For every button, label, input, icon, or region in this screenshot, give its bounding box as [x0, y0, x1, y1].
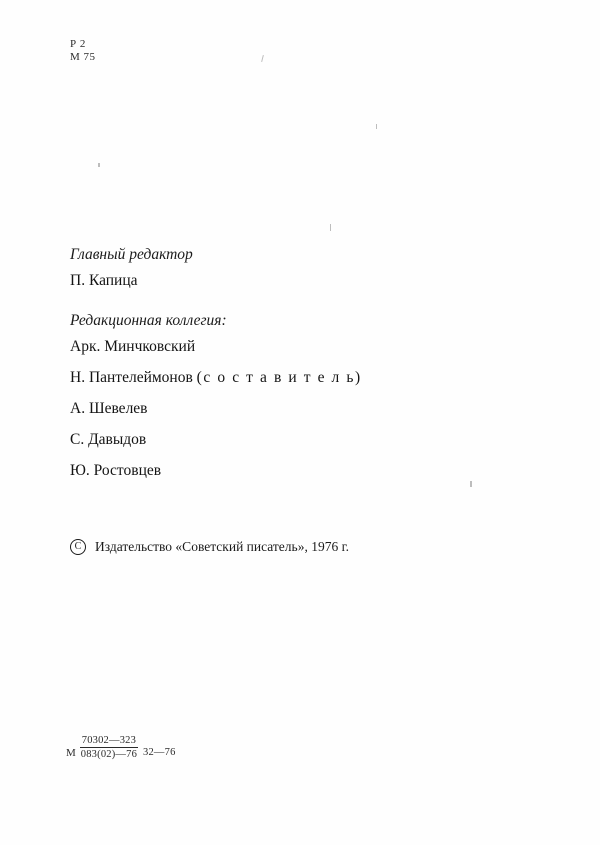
- board-member: [70, 337, 500, 357]
- catalogue-code-line-2: М 75: [70, 51, 96, 63]
- scan-speck: [261, 55, 264, 62]
- board-member: [70, 461, 500, 481]
- scan-speck: [376, 124, 377, 129]
- chief-editor-name: П. Капица: [70, 272, 138, 289]
- copyright-icon: C: [70, 539, 86, 555]
- printing-code-letter: М: [66, 747, 76, 759]
- printing-code-denominator: 083(02)—76: [80, 749, 138, 760]
- printing-code: [66, 735, 176, 760]
- board-member: [70, 430, 500, 450]
- editorial-block: [70, 245, 500, 492]
- copyright-text: Издательство «Советский писатель», 1976 г.: [95, 539, 349, 554]
- copyright-line: [70, 538, 349, 556]
- catalogue-code-line-1: Р 2: [70, 38, 86, 50]
- scan-speck: [470, 481, 472, 487]
- scan-speck: [98, 163, 100, 167]
- board-member: [70, 368, 500, 388]
- chief-editor-role: Главный редактор: [70, 246, 193, 263]
- board-member: [70, 399, 500, 419]
- editorial-board-role: Редакционная коллегия:: [70, 312, 227, 329]
- scan-speck: [330, 224, 331, 231]
- printing-code-tail: 32—76: [143, 747, 176, 758]
- board-member-name: Н. Пантелеймонов: [70, 369, 197, 386]
- board-member-name: С. Давыдов: [70, 431, 147, 448]
- board-member-name: Арк. Минчковский: [70, 338, 196, 355]
- printing-code-fraction: [79, 735, 139, 760]
- catalogue-code: [70, 38, 96, 64]
- printing-code-numerator: 70302—323: [81, 735, 137, 746]
- board-member-name: Ю. Ростовцев: [70, 462, 162, 479]
- board-member-name: А. Шевелев: [70, 400, 148, 417]
- board-member-note: (с о с т а в и т е л ь): [196, 369, 362, 386]
